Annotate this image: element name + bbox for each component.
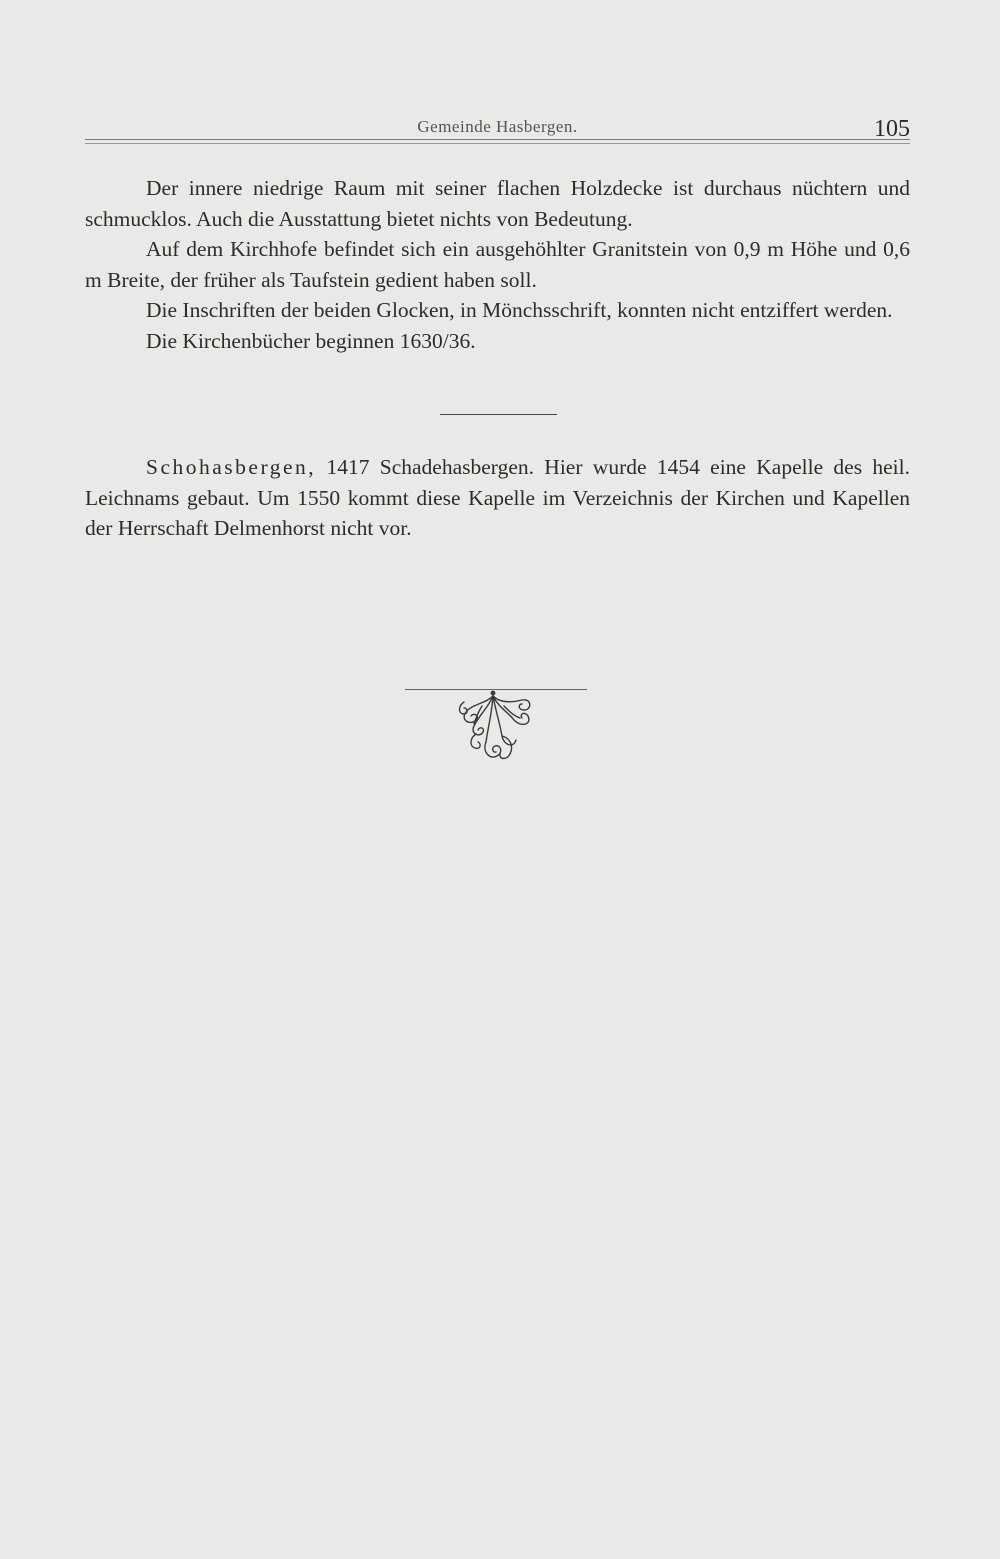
- header-rule-lower: [85, 143, 910, 144]
- page-number: 105: [874, 116, 910, 142]
- header-rule: [85, 139, 910, 140]
- section-schohasbergen: [85, 452, 910, 544]
- paragraph-church-books: Die Kirchenbücher beginnen 1630/36.: [146, 328, 476, 353]
- paragraph-schohasbergen-text: 1417 Schadehasbergen. Hier wurde 1454 eine Kapelle des heil. Leichnams gebaut. Um 1550 kommt diese Kapelle im Verzeichnis der Kirchen und Kapellen der Herrschaft Delmenhorst nicht vor.: [85, 455, 910, 540]
- section-separator: [440, 414, 557, 415]
- running-head: [85, 112, 910, 152]
- paragraph-interior: Der innere niedrige Raum mit seiner flachen Holzdecke ist durchaus nüchtern und schmucklos. Auch die Ausstattung bietet nichts von Bedeutung.: [85, 176, 910, 231]
- paragraph-schohasbergen: [85, 452, 910, 544]
- fleuron-ornament-icon: [452, 686, 534, 768]
- running-head-title: Gemeinde Hasbergen.: [417, 117, 578, 136]
- body-text: [85, 173, 910, 356]
- paragraph-bell-inscriptions: Die Inschriften der beiden Glocken, in Mönchsschrift, konnten nicht entziffert werden.: [146, 298, 893, 322]
- place-name-heading: Schohasbergen,: [146, 455, 317, 479]
- paragraph-baptismal-stone: Auf dem Kirchhofe befindet sich ein ausgehöhlter Granitstein von 0,9 m Höhe und 0,6 m Breite, der früher als Taufstein gedient haben soll.: [85, 237, 910, 292]
